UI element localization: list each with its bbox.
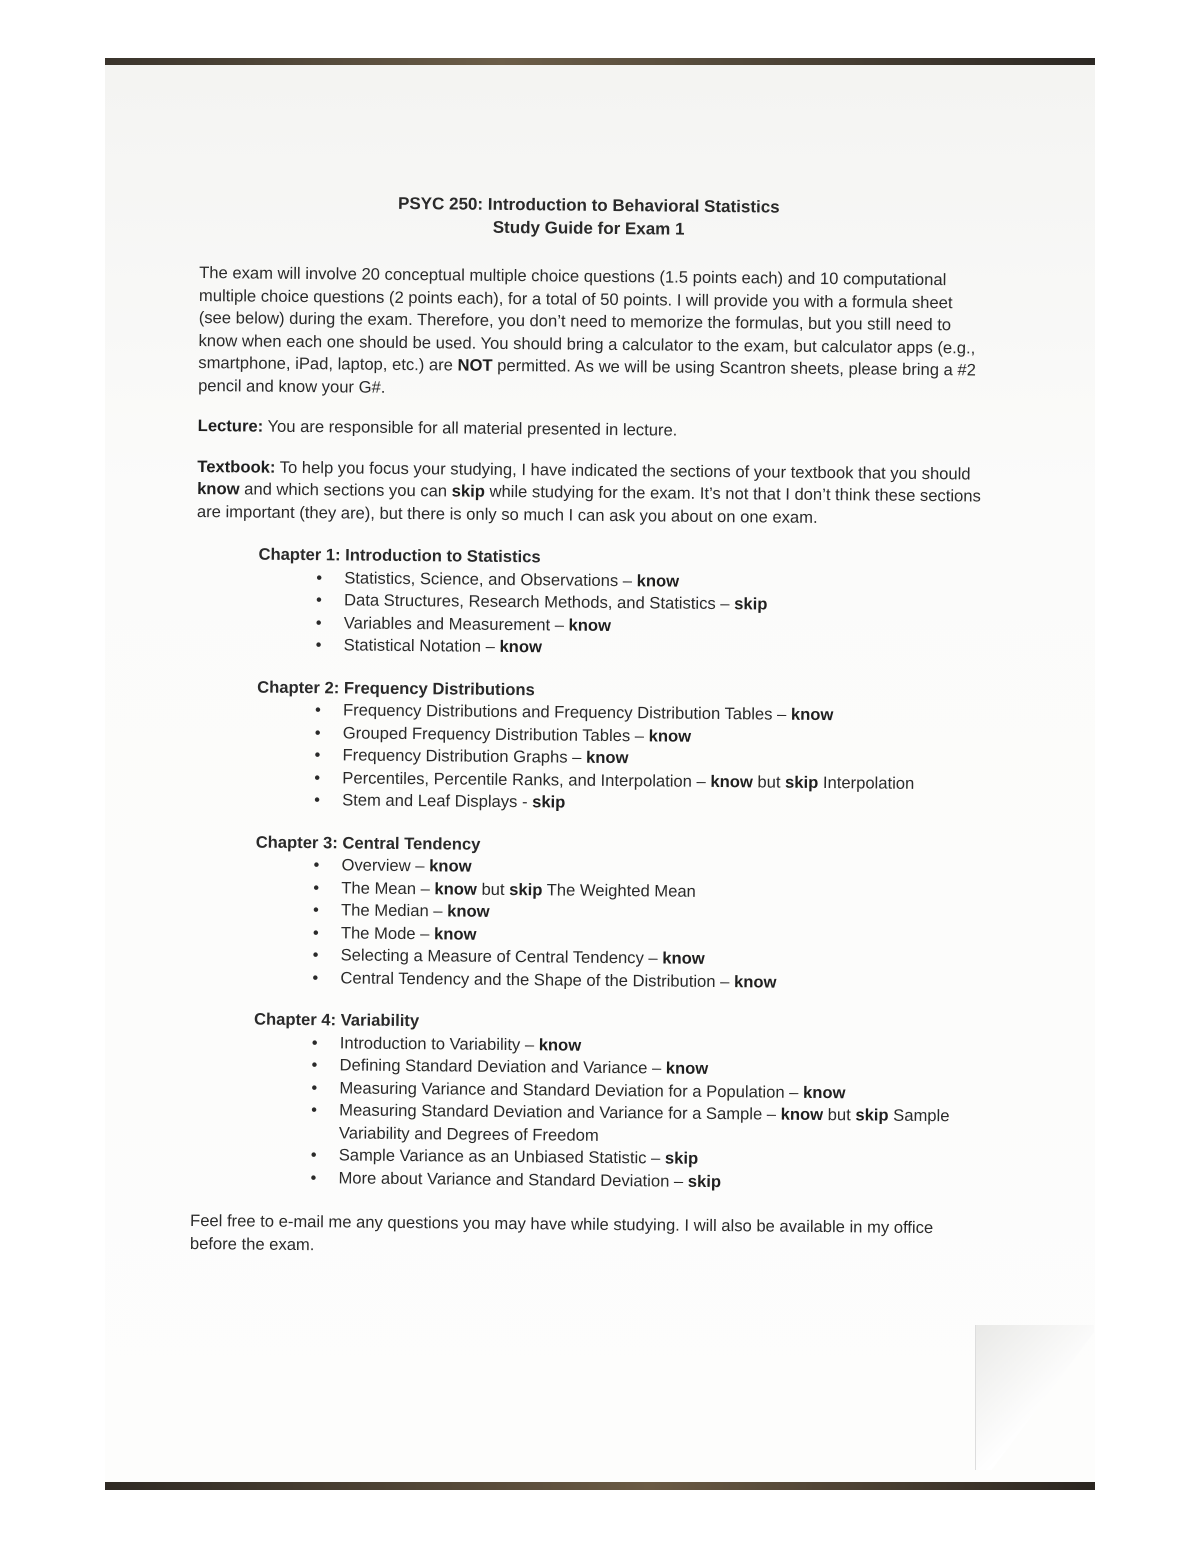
section-title: Statistical Notation –	[343, 635, 500, 656]
section-item	[338, 1167, 980, 1196]
section-title: Grouped Frequency Distribution Tables –	[342, 722, 649, 745]
section-status-secondary: skip	[855, 1105, 889, 1125]
section-exception: The Weighted Mean	[542, 879, 696, 901]
section-title: Measuring Standard Deviation and Variance for a Sample –	[339, 1100, 781, 1124]
lecture-label: Lecture:	[197, 415, 264, 436]
textbook-text-a: To help you focus your studying, I have indicated the sections of your textbook that you should	[275, 457, 971, 483]
textbook-text-c: while studying for the exam. It’s not that I don’t think these sections are important (they are), but there is only so much I can ask you about on one exam.	[196, 481, 981, 527]
section-status: know	[447, 901, 490, 921]
section-title: Stem and Leaf Displays -	[342, 790, 533, 812]
textbook-know: know	[197, 478, 240, 499]
chapter-heading: Chapter 2: Frequency Distributions	[257, 677, 535, 699]
section-status-secondary: skip	[509, 879, 543, 899]
section-status: know	[434, 878, 477, 899]
section-status: know	[499, 636, 543, 657]
section-title: Selecting a Measure of Central Tendency –	[340, 945, 663, 968]
lecture-paragraph	[198, 415, 988, 445]
section-exception: Interpolation	[818, 772, 915, 793]
section-title: The Mean –	[341, 877, 435, 898]
section-list	[252, 1031, 981, 1195]
section-status: know	[802, 1082, 846, 1102]
section-status: know	[662, 948, 705, 968]
section-title: Central Tendency and the Shape of the Distribution –	[340, 967, 735, 991]
section-connector: but	[823, 1105, 856, 1125]
lecture-text: You are responsible for all material presented in lecture.	[263, 416, 678, 440]
section-title: Variables and Measurement –	[343, 612, 569, 635]
textbook-text-b: and which sections you can	[239, 479, 452, 501]
section-item	[344, 634, 986, 663]
section-item	[342, 789, 984, 818]
section-status: know	[733, 971, 777, 992]
document-title: Study Guide for Exam 1	[492, 217, 685, 239]
background-edge-bottom	[105, 1482, 1095, 1490]
section-status: skip	[734, 594, 768, 614]
chapter-heading: Chapter 1: Introduction to Statistics	[258, 544, 541, 567]
section-title: Overview –	[341, 855, 430, 876]
section-exception: Sample Variability and Degrees of Freedom	[338, 1105, 950, 1145]
chapter-list	[190, 543, 986, 1196]
section-status: know	[636, 570, 680, 591]
section-item	[339, 1099, 981, 1150]
section-title: Frequency Distribution Graphs –	[342, 745, 587, 767]
intro-not-emphasis: NOT	[457, 355, 493, 375]
chapter-section	[258, 544, 987, 663]
section-status: know	[665, 1058, 709, 1078]
section-title: Sample Variance as an Unbiased Statistic –	[338, 1145, 666, 1168]
chapter-section	[254, 831, 983, 995]
textbook-skip: skip	[451, 481, 486, 501]
section-title: Percentiles, Percentile Ranks, and Interpolation –	[342, 767, 711, 791]
section-connector: but	[476, 879, 510, 899]
chapter-heading: Chapter 4: Variability	[253, 1009, 420, 1031]
section-title: Defining Standard Deviation and Variance –	[339, 1055, 666, 1078]
section-status: know	[538, 1034, 582, 1055]
section-title: The Mode –	[340, 922, 435, 943]
chapter-heading: Chapter 3: Central Tendency	[255, 832, 481, 854]
section-list	[256, 699, 985, 818]
section-title: The Median –	[341, 900, 448, 921]
study-guide-content	[190, 190, 990, 1281]
section-status: know	[433, 923, 477, 944]
section-status: skip	[687, 1171, 722, 1191]
section-list	[254, 854, 983, 996]
section-title: More about Variance and Standard Deviation –	[338, 1167, 688, 1191]
section-title: Measuring Variance and Standard Deviation for a Population –	[339, 1077, 804, 1102]
section-list	[258, 566, 987, 663]
section-title: Frequency Distributions and Frequency Distribution Tables –	[342, 700, 792, 724]
section-title: Introduction to Variability –	[339, 1032, 539, 1054]
section-status: know	[780, 1104, 824, 1125]
section-status-secondary: skip	[785, 772, 819, 792]
intro-text-a: The exam will involve 20 conceptual multiple choice questions (1.5 points each) and 10 computational multiple choice questions (2 points each), for a total of 50 points. I will provide you with a formula sheet (see below) during the exam. Therefore, you don’t need to memorize the formulas, but you still need to know when each one should be used. You should bring a calculator to the exam, but calculator apps (e.g., smartphone, iPad, laptop, etc.) are	[198, 262, 976, 375]
section-connector: but	[752, 771, 786, 792]
section-status: know	[648, 725, 692, 746]
section-status: know	[429, 856, 472, 876]
section-status: skip	[532, 792, 566, 812]
chapter-section	[256, 676, 985, 818]
section-status: know	[710, 771, 753, 791]
section-item	[340, 967, 982, 996]
section-status: know	[790, 704, 834, 725]
course-title: PSYC 250: Introduction to Behavioral Statistics	[397, 193, 780, 217]
section-status: know	[568, 615, 612, 635]
intro-paragraph	[198, 262, 989, 405]
closing-paragraph: Feel free to e-mail me any questions you may have while studying. I will also be available in my office before the exam.	[189, 1210, 934, 1254]
section-title: Statistics, Science, and Observations –	[344, 567, 637, 590]
intro-text-b: permitted. As we will be using Scantron sheets, please bring a #2 pencil and know your G#.	[198, 355, 976, 397]
section-status: skip	[664, 1148, 699, 1168]
chapter-section	[252, 1009, 982, 1196]
textbook-label: Textbook:	[197, 456, 276, 477]
section-title: Data Structures, Research Methods, and Statistics –	[343, 590, 735, 614]
textbook-paragraph	[197, 455, 988, 530]
section-status: know	[585, 747, 629, 768]
